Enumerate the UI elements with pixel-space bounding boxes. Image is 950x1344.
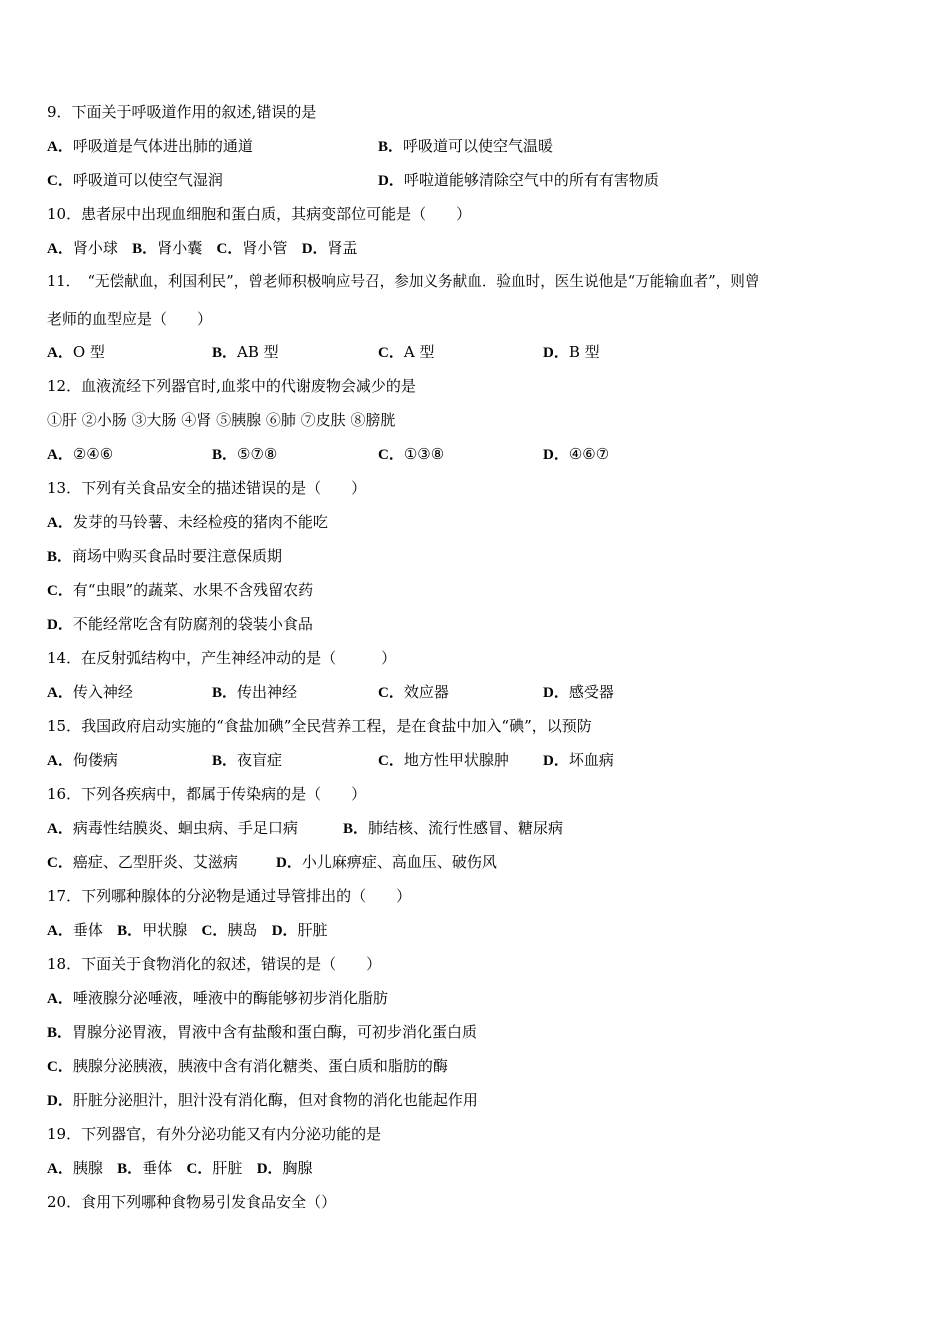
option-label: C．	[378, 447, 404, 463]
option-text: 呼吸道可以使空气湿润	[72, 171, 223, 189]
question-17-stem: 17．下列哪种腺体的分泌物是通过导管排出的（ ）	[47, 887, 412, 905]
option-text: ⑤⑦⑧	[237, 445, 278, 463]
option-label: A．	[47, 345, 73, 361]
option-text: 肾盂	[327, 239, 358, 257]
option-label: A．	[47, 515, 73, 531]
question-15-option-d	[543, 750, 614, 770]
question-11-stem-line-2: 老师的血型应是（ ）	[47, 310, 213, 328]
option-text: 胰腺	[72, 1159, 103, 1177]
option-text: ④⑥⑦	[568, 445, 610, 463]
question-12-option-d	[543, 444, 609, 464]
question-14-option-c	[378, 682, 449, 702]
option-label: C．	[47, 1059, 73, 1075]
option-label: D．	[276, 855, 302, 871]
option-label: D．	[543, 345, 569, 361]
question-13-option-d	[47, 614, 313, 634]
question-9-option-a	[47, 136, 253, 156]
option-label: B．	[212, 345, 238, 361]
option-label: A．	[47, 821, 73, 837]
option-label: B．	[47, 1025, 73, 1041]
option-label: B．	[132, 241, 158, 257]
option-text: 肾小管	[242, 239, 288, 257]
question-17-options	[47, 920, 328, 940]
option-text: 呼吸道可以使空气温暖	[403, 137, 554, 155]
option-label: A．	[47, 241, 73, 257]
question-16-option-b	[343, 818, 563, 838]
question-12-organ-list: ①肝 ②小肠 ③大肠 ④肾 ⑤胰腺 ⑥肺 ⑦皮肤 ⑧膀胱	[47, 411, 396, 429]
question-18-stem: 18．下面关于食物消化的叙述，错误的是（ ）	[47, 955, 382, 973]
option-text: 小儿麻痹症、高血压、破伤风	[301, 853, 497, 871]
option-label: C．	[201, 923, 228, 939]
option-text: 病毒性结膜炎、蛔虫病、手足口病	[72, 819, 298, 837]
option-text: 呼吸道是气体进出肺的通道	[72, 137, 253, 155]
option-text: 呼啦道能够清除空气中的所有有害物质	[403, 171, 659, 189]
question-10-options	[47, 238, 358, 258]
option-label: D．	[256, 1161, 283, 1177]
question-9-option-b	[378, 136, 553, 156]
option-label: D．	[543, 685, 569, 701]
option-label: C．	[216, 241, 243, 257]
option-label: A．	[47, 1161, 73, 1177]
question-16-stem: 16．下列各疾病中，都属于传染病的是（ ）	[47, 785, 367, 803]
option-label: C．	[186, 1161, 213, 1177]
option-text: 肾小囊	[157, 239, 203, 257]
question-11-stem-line-1: 11． “无偿献血，利国利民”，曾老师积极响应号召，参加义务献血．验血时，医生说他是“万能输血者”，则曾	[47, 273, 760, 290]
option-text: 坏血病	[568, 751, 614, 769]
question-10-stem: 10．患者尿中出现血细胞和蛋白质，其病变部位可能是（ ）	[47, 205, 472, 223]
option-text: 效应器	[403, 683, 449, 701]
question-14-option-d	[543, 682, 614, 702]
option-text: 胃腺分泌胃液，胃液中含有盐酸和蛋白酶，可初步消化蛋白质	[72, 1023, 478, 1041]
option-label: C．	[47, 173, 73, 189]
option-text: 胰腺分泌胰液，胰液中含有消化糖类、蛋白质和脂肪的酶	[72, 1057, 448, 1075]
option-label: B．	[212, 685, 238, 701]
option-label: D．	[47, 617, 73, 633]
question-14-option-b	[212, 682, 297, 702]
question-9-stem: 9．下面关于呼吸道作用的叙述,错误的是	[47, 103, 317, 121]
option-label: A．	[47, 139, 73, 155]
option-text: 胸腺	[282, 1159, 313, 1177]
option-label: C．	[47, 583, 73, 599]
question-19-stem: 19．下列器官，有外分泌功能又有内分泌功能的是	[47, 1125, 382, 1143]
option-text: 不能经常吃含有防腐剂的袋装小食品	[72, 615, 313, 633]
question-13-option-c	[47, 580, 313, 600]
option-text: O 型	[72, 343, 105, 361]
question-15-stem: 15．我国政府启动实施的“食盐加碘”全民营养工程，是在食盐中加入“碘”，以预防	[47, 717, 592, 735]
option-label: D．	[378, 173, 404, 189]
option-text: 肺结核、流行性感冒、糖尿病	[368, 819, 564, 837]
option-label: B．	[212, 447, 238, 463]
option-text: 夜盲症	[237, 751, 283, 769]
option-label: B．	[343, 821, 369, 837]
question-14-option-a	[47, 682, 133, 702]
question-12-option-c	[378, 444, 444, 464]
question-13-option-a	[47, 512, 328, 532]
option-label: B．	[117, 923, 143, 939]
question-15-option-c	[378, 750, 509, 770]
option-text: 有“虫眼”的蔬菜、水果不含残留农药	[72, 581, 314, 599]
question-16-option-a	[47, 818, 298, 838]
option-label: C．	[47, 855, 73, 871]
option-text: 肝脏	[212, 1159, 243, 1177]
question-13-stem: 13．下列有关食品安全的描述错误的是（ ）	[47, 479, 367, 497]
option-label: C．	[378, 685, 404, 701]
option-text: B 型	[568, 343, 600, 361]
option-label: D．	[543, 447, 569, 463]
question-18-option-c	[47, 1056, 448, 1076]
question-11-option-d	[543, 342, 600, 362]
option-label: A．	[47, 991, 73, 1007]
option-text: 佝偻病	[72, 751, 118, 769]
question-16-option-c	[47, 852, 238, 872]
option-label: B．	[378, 139, 404, 155]
option-label: A．	[47, 447, 73, 463]
option-text: 发芽的马铃薯、未经检疫的猪肉不能吃	[72, 513, 328, 531]
question-13-option-b	[47, 546, 282, 566]
question-15-option-a	[47, 750, 118, 770]
option-text: 感受器	[568, 683, 614, 701]
option-label: D．	[271, 923, 298, 939]
question-19-options	[47, 1158, 313, 1178]
option-label: B．	[212, 753, 238, 769]
option-label: C．	[378, 753, 404, 769]
option-text: A 型	[403, 343, 435, 361]
question-12-stem: 12．血液流经下列器官时,血浆中的代谢废物会减少的是	[47, 377, 416, 395]
option-label: A．	[47, 685, 73, 701]
question-15-option-b	[212, 750, 282, 770]
question-11-option-a	[47, 342, 105, 362]
question-16-option-d	[276, 852, 497, 872]
option-text: 传出神经	[237, 683, 298, 701]
option-text: 肾小球	[72, 239, 118, 257]
question-20-stem: 20．食用下列哪种食物易引发食品安全（）	[47, 1193, 337, 1211]
question-18-option-a	[47, 988, 388, 1008]
question-11-option-b	[212, 342, 279, 362]
option-label: D．	[543, 753, 569, 769]
option-text: 肝脏	[297, 921, 328, 939]
question-11-option-c	[378, 342, 434, 362]
question-18-option-d	[47, 1090, 478, 1110]
option-text: ①③⑧	[403, 445, 445, 463]
option-text: 甲状腺	[142, 921, 188, 939]
option-text: 癌症、乙型肝炎、艾滋病	[72, 853, 238, 871]
option-label: D．	[47, 1093, 73, 1109]
question-12-option-b	[212, 444, 277, 464]
option-text: 传入神经	[72, 683, 133, 701]
option-text: 肝脏分泌胆汁，胆汁没有消化酶，但对食物的消化也能起作用	[72, 1091, 478, 1109]
question-9-option-d	[378, 170, 659, 190]
option-label: C．	[378, 345, 404, 361]
option-text: 胰岛	[227, 921, 258, 939]
question-9-option-c	[47, 170, 223, 190]
option-text: 地方性甲状腺肿	[403, 751, 509, 769]
option-label: A．	[47, 923, 73, 939]
option-label: B．	[47, 549, 73, 565]
option-text: 垂体	[72, 921, 103, 939]
question-14-stem: 14．在反射弧结构中，产生神经冲动的是（ ）	[47, 649, 397, 667]
option-text: ②④⑥	[72, 445, 114, 463]
option-label: D．	[301, 241, 328, 257]
question-12-option-a	[47, 444, 113, 464]
option-text: 商场中购买食品时要注意保质期	[72, 547, 283, 565]
option-text: 垂体	[142, 1159, 173, 1177]
option-label: A．	[47, 753, 73, 769]
option-text: 唾液腺分泌唾液，唾液中的酶能够初步消化脂肪	[72, 989, 388, 1007]
option-label: B．	[117, 1161, 143, 1177]
option-text: AB 型	[237, 343, 279, 361]
question-18-option-b	[47, 1022, 477, 1042]
